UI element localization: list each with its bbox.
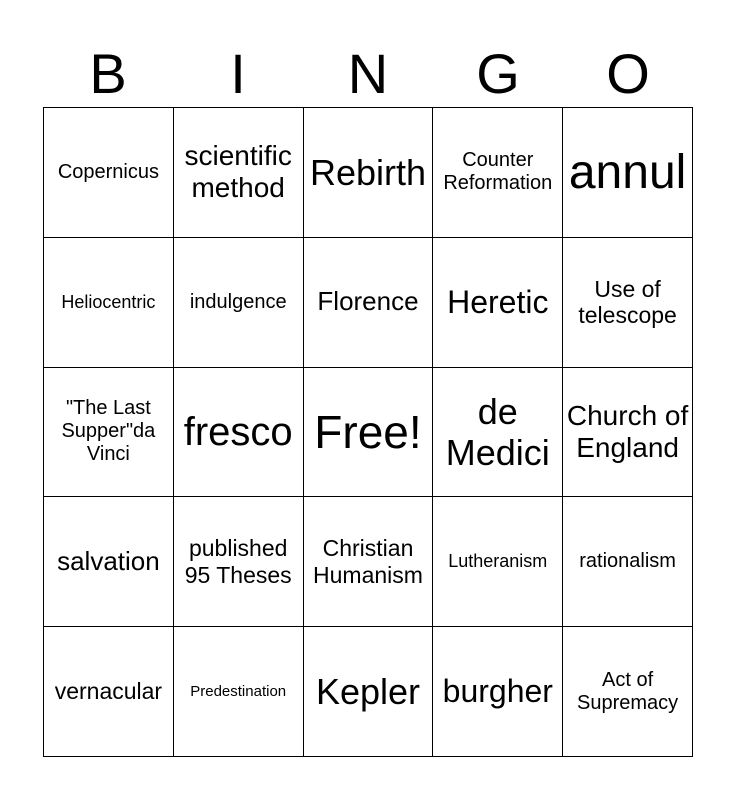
bingo-cell[interactable] <box>174 108 304 238</box>
bingo-cell[interactable] <box>563 238 693 368</box>
bingo-cell[interactable] <box>304 627 434 757</box>
bingo-header <box>43 40 693 108</box>
bingo-cell[interactable] <box>563 627 693 757</box>
cell-text: Heliocentric <box>61 291 156 312</box>
cell-text: fresco <box>183 409 293 454</box>
header-letter-i: I <box>230 42 246 105</box>
cell-text: published 95 Theses <box>184 535 292 588</box>
bingo-cell[interactable] <box>174 627 304 757</box>
cell-text: Copernicus <box>57 160 159 183</box>
bingo-cell[interactable] <box>174 238 304 368</box>
cell-text: annul <box>568 145 687 199</box>
cell-text: Counter Reformation <box>443 149 553 195</box>
cell-text: indulgence <box>189 290 287 313</box>
bingo-cell[interactable] <box>44 238 174 368</box>
bingo-cell[interactable] <box>44 368 174 498</box>
cell-text: de Medici <box>445 390 550 473</box>
cell-text: Kepler <box>315 670 421 712</box>
bingo-cell[interactable] <box>563 368 693 498</box>
bingo-cell[interactable] <box>304 497 434 627</box>
cell-text: Heretic <box>447 283 549 320</box>
bingo-cell[interactable] <box>304 238 434 368</box>
bingo-cell[interactable] <box>304 108 434 238</box>
header-letter-g: G <box>476 42 520 105</box>
bingo-cell[interactable] <box>563 497 693 627</box>
cell-text: Florence <box>317 286 419 317</box>
bingo-cell[interactable] <box>174 368 304 498</box>
bingo-cell[interactable] <box>44 497 174 627</box>
cell-text: Church of England <box>566 399 689 463</box>
cell-text: burgher <box>442 673 553 710</box>
header-letter-n: N <box>347 42 389 105</box>
cell-text: Use of telescope <box>578 275 677 329</box>
cell-text: "The Last Supper"da Vinci <box>61 397 156 466</box>
bingo-cell[interactable] <box>433 627 563 757</box>
bingo-cell[interactable] <box>174 497 304 627</box>
bingo-cell[interactable] <box>433 238 563 368</box>
bingo-cell[interactable] <box>44 108 174 238</box>
cell-text: Predestination <box>190 682 287 700</box>
header-letter-o: O <box>606 42 650 105</box>
cell-text: Lutheranism <box>448 551 548 572</box>
bingo-cell[interactable] <box>563 108 693 238</box>
cell-text: Free! <box>314 405 422 458</box>
bingo-cell[interactable] <box>433 368 563 498</box>
bingo-cell[interactable] <box>433 108 563 238</box>
cell-text: salvation <box>57 545 160 576</box>
cell-text: Christian Humanism <box>313 535 423 588</box>
header-letter-b: B <box>89 42 127 105</box>
free-space-cell[interactable] <box>304 368 434 498</box>
cell-text: Act of Supremacy <box>577 668 679 714</box>
cell-text: rationalism <box>579 550 676 573</box>
bingo-cell[interactable] <box>433 497 563 627</box>
bingo-card-grid <box>43 107 693 757</box>
cell-text: Rebirth <box>309 151 427 193</box>
cell-text: scientific method <box>184 140 292 204</box>
cell-text: vernacular <box>54 678 163 705</box>
bingo-cell[interactable] <box>44 627 174 757</box>
